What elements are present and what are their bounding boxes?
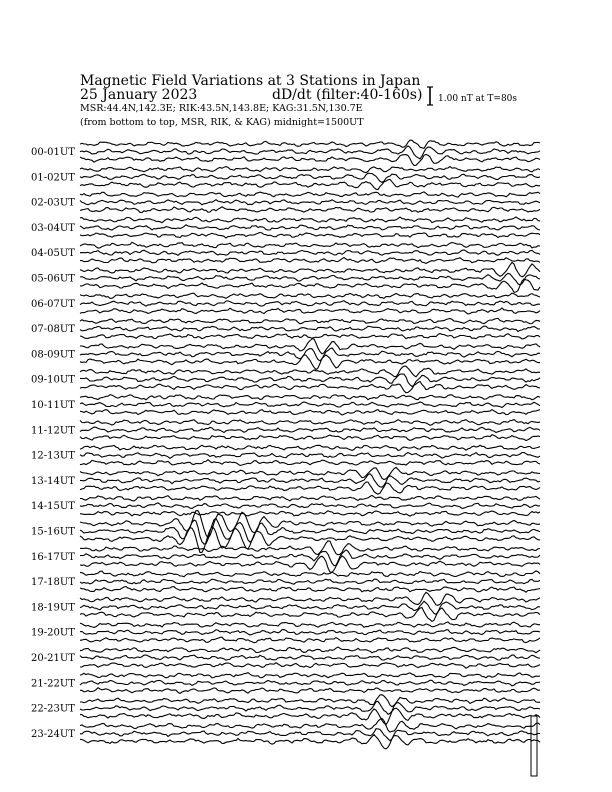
hour-label: 05-06UT — [31, 273, 75, 285]
filter-label: dD/dt (filter:40-160s) — [272, 87, 423, 103]
station-coordinates: MSR:44.4N,142.3E; RIK:43.5N,143.8E; KAG:31.5N,130.7E — [80, 103, 363, 114]
date-label: 25 January 2023 — [80, 87, 198, 103]
trace-rik — [80, 680, 540, 686]
chart-title: Magnetic Field Variations at 3 Stations in Japan — [80, 73, 421, 89]
trace-msr — [80, 334, 540, 339]
hour-label: 12-13UT — [31, 450, 75, 462]
hour-label: 11-12UT — [31, 425, 75, 437]
trace-msr — [80, 637, 540, 643]
trace-msr — [80, 207, 540, 213]
trace-group — [80, 140, 540, 776]
trace-kag — [80, 695, 540, 707]
trace-msr — [80, 688, 540, 694]
hour-label: 18-19UT — [31, 602, 75, 614]
trace-msr — [80, 511, 540, 516]
hour-label: 10-11UT — [31, 400, 75, 411]
hour-label: 16-17UT — [31, 551, 75, 563]
trace-rik — [80, 173, 540, 182]
trace-kag — [80, 293, 540, 298]
trace-kag — [80, 366, 540, 377]
trace-kag — [80, 217, 540, 223]
trace-msr — [80, 179, 540, 189]
trace-rik — [80, 301, 540, 306]
trace-kag — [80, 571, 540, 577]
trace-kag — [80, 140, 540, 148]
trace-rik — [80, 200, 540, 205]
trace-rik — [80, 225, 540, 230]
hour-label: 04-05UT — [31, 248, 75, 260]
trace-kag — [80, 262, 540, 276]
hour-label: 02-03UT — [31, 197, 75, 209]
trace-msr — [80, 155, 540, 166]
hour-label: 03-04UT — [31, 222, 75, 234]
trace-rik — [80, 550, 540, 566]
hour-label: 14-15UT — [31, 501, 75, 513]
trace-order-note: (from bottom to top, MSR, RIK, & KAG) midnight=1500UT — [80, 117, 364, 128]
hour-label: 20-21UT — [31, 653, 75, 664]
trace-msr — [80, 735, 540, 749]
hour-label: 19-20UT — [31, 627, 75, 639]
trace-msr — [80, 435, 540, 441]
trace-rik — [80, 503, 540, 509]
trace-msr — [80, 608, 540, 622]
scale-bar-label: 1.00 nT at T=80s — [438, 94, 518, 104]
trace-rik — [80, 729, 540, 741]
trace-rik — [80, 273, 540, 284]
trace-msr — [80, 410, 540, 415]
trace-msr — [80, 232, 540, 238]
trace-rik — [80, 348, 540, 361]
trace-msr — [80, 355, 540, 370]
trace-rik — [80, 427, 540, 432]
trace-msr — [80, 258, 540, 264]
hour-label: 01-02UT — [31, 172, 75, 184]
trace-kag — [80, 622, 540, 627]
trace-msr — [80, 708, 540, 725]
trace-rik — [80, 374, 540, 387]
hour-label: 22-23UT — [31, 703, 75, 715]
trace-rik — [80, 630, 540, 635]
trace-rik — [80, 250, 540, 255]
trace-kag — [80, 192, 540, 197]
trace-msr — [80, 382, 540, 393]
hour-label: 00-01UT — [31, 147, 75, 158]
trace-kag — [80, 495, 540, 501]
hour-label: 17-18UT — [31, 577, 75, 589]
trace-rik — [80, 146, 540, 159]
scale-bar — [427, 87, 433, 105]
trace-kag — [80, 541, 540, 555]
trace-rik — [80, 326, 540, 331]
trace-msr — [80, 663, 540, 669]
hour-label: 13-14UT — [31, 475, 75, 487]
trace-rik — [80, 474, 540, 487]
trace-kag — [80, 467, 540, 479]
trace-kag — [80, 592, 540, 605]
hour-label-group — [31, 147, 75, 740]
trace-kag — [80, 647, 540, 653]
trace-kag — [80, 511, 540, 538]
trace-msr — [80, 279, 540, 292]
trace-rik — [80, 601, 540, 614]
trace-msr — [80, 556, 540, 572]
trace-kag — [80, 242, 540, 248]
trace-msr — [80, 482, 540, 494]
trace-kag — [80, 395, 540, 400]
hour-label: 21-22UT — [31, 678, 75, 690]
hour-label: 07-08UT — [31, 324, 75, 336]
trace-rik — [80, 655, 540, 660]
trace-kag — [80, 167, 540, 173]
trace-rik — [80, 579, 540, 584]
trace-kag — [80, 673, 540, 678]
hour-label: 23-24UT — [31, 728, 75, 740]
hour-label: 08-09UT — [31, 349, 75, 361]
trace-msr — [80, 587, 540, 593]
trace-kag — [80, 339, 540, 354]
trace-kag — [80, 445, 540, 450]
hour-label: 09-10UT — [31, 374, 75, 386]
hour-label: 06-07UT — [31, 298, 75, 310]
hour-label: 15-16UT — [31, 526, 75, 538]
trace-rik — [80, 402, 540, 408]
trace-rik — [80, 453, 540, 459]
trace-msr — [80, 308, 540, 314]
trace-msr — [80, 460, 540, 466]
trace-kag — [80, 318, 540, 324]
trace-kag — [80, 420, 540, 426]
trace-kag — [80, 718, 540, 732]
